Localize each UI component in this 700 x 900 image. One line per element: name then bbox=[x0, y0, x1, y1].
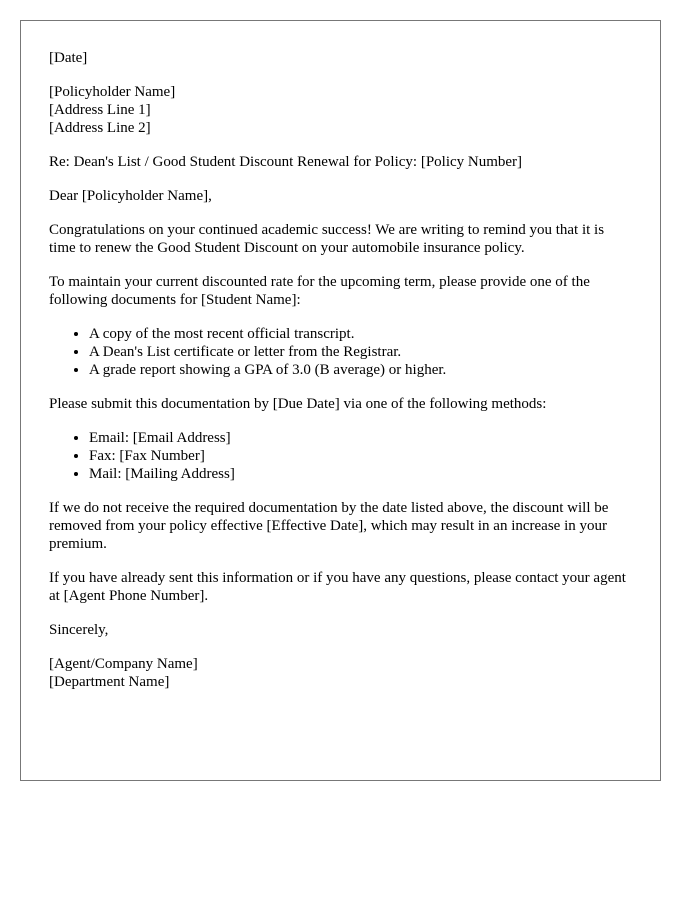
list-item: • A grade report showing a GPA of 3.0 (B average) or higher. bbox=[89, 361, 632, 379]
body-paragraph-contact: If you have already sent this information or if you have any questions, please contact your agent at [Agent Phone Number]. bbox=[49, 570, 626, 604]
salutation: Dear [Policyholder Name], bbox=[49, 188, 212, 204]
signature-company: [Agent/Company Name] bbox=[49, 656, 198, 672]
signature-department: [Department Name] bbox=[49, 674, 170, 690]
signature-block bbox=[49, 655, 632, 691]
list-item: • Mail: [Mailing Address] bbox=[89, 465, 632, 483]
list-item: • A Dean's List certificate or letter from the Registrar. bbox=[89, 343, 632, 361]
body-paragraph-submission: Please submit this documentation by [Due Date] via one of the following methods: bbox=[49, 396, 547, 412]
list-item: • Email: [Email Address] bbox=[89, 429, 632, 447]
body-paragraph-congratulations: Congratulations on your continued academic success! We are writing to remind you that it is time to renew the Good Student Discount on your automobile insurance policy. bbox=[49, 222, 605, 256]
list-item: • A copy of the most recent official transcript. bbox=[89, 325, 632, 343]
subject-line: Re: Dean's List / Good Student Discount Renewal for Policy: [Policy Number] bbox=[49, 154, 523, 170]
recipient-address-line-1: [Address Line 1] bbox=[49, 102, 151, 118]
body-paragraph-requirements: To maintain your current discounted rate for the upcoming term, please provide one of the following documents for [Student Name]: bbox=[49, 274, 590, 308]
required-documents-list bbox=[49, 325, 632, 379]
recipient-name: [Policyholder Name] bbox=[49, 84, 176, 100]
letter-date: [Date] bbox=[49, 50, 88, 66]
closing: Sincerely, bbox=[49, 622, 109, 638]
submission-methods-list bbox=[49, 429, 632, 483]
letter-page bbox=[20, 20, 661, 781]
list-item: • Fax: [Fax Number] bbox=[89, 447, 632, 465]
body-paragraph-warning: If we do not receive the required documentation by the date listed above, the discount will be removed from your policy effective [Effective Date], which may result in an increase in your premium. bbox=[49, 500, 609, 552]
recipient-address-line-2: [Address Line 2] bbox=[49, 120, 151, 136]
recipient-address-block bbox=[49, 83, 632, 137]
